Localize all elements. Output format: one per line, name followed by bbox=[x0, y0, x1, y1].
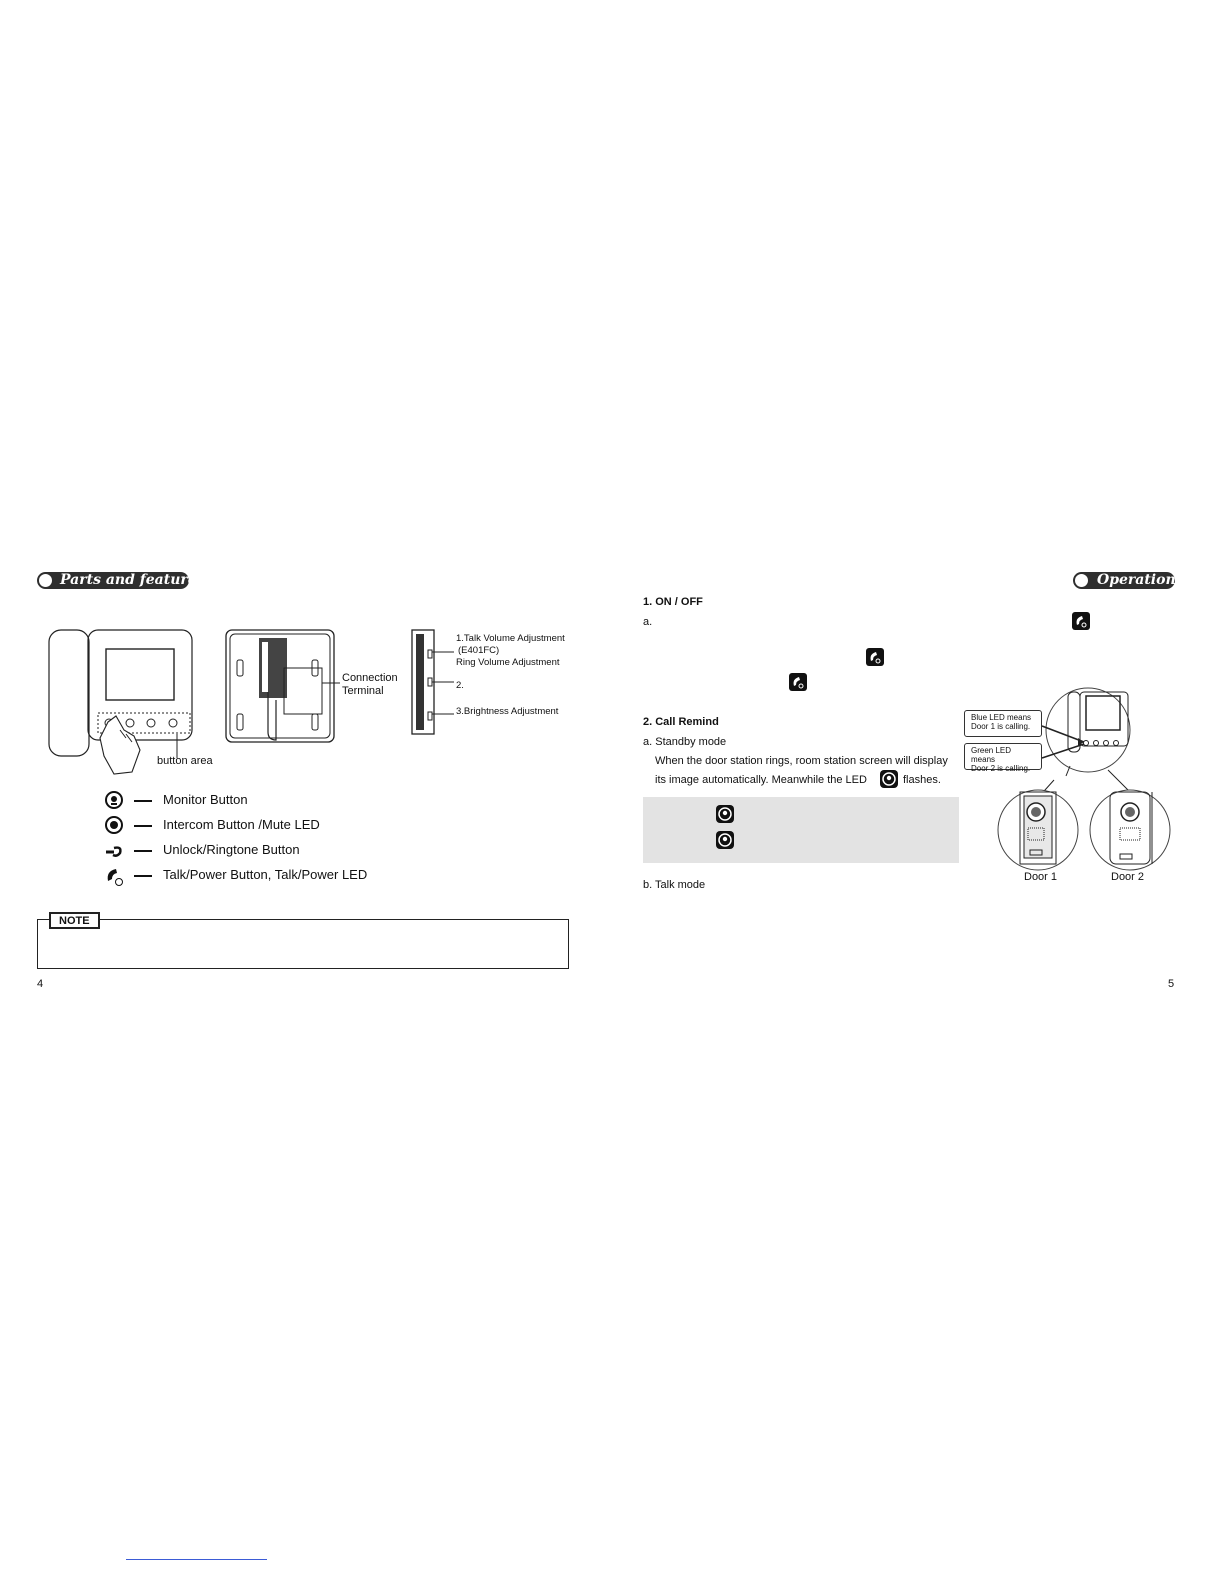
monitor-icon bbox=[716, 831, 734, 849]
talk-power-icon bbox=[104, 865, 126, 887]
page-number-right: 5 bbox=[1168, 978, 1175, 990]
section-title-operation: Operation bbox=[1073, 572, 1175, 589]
item-a: a. bbox=[643, 616, 653, 628]
shaded-note bbox=[643, 797, 959, 863]
side-callout-2: 2. bbox=[456, 680, 464, 691]
button-area-label: button area bbox=[157, 755, 213, 767]
blue-led-callout: Blue LED means Door 1 is calling. bbox=[964, 710, 1042, 737]
heading-on-off: 1. ON / OFF bbox=[643, 596, 703, 608]
side-callout-3: 3.Brightness Adjustment bbox=[456, 706, 559, 717]
standby-mode-label: a. Standby mode bbox=[643, 736, 727, 748]
footer-link-underline[interactable] bbox=[126, 1559, 267, 1560]
talk-power-icon bbox=[789, 673, 807, 691]
talk-power-icon bbox=[866, 648, 884, 666]
door2-label: Door 2 bbox=[1111, 871, 1145, 883]
standby-paragraph-line2a: its image automatically. Meanwhile the LED bbox=[655, 774, 867, 786]
heading-call-remind: 2. Call Remind bbox=[643, 716, 719, 728]
monitor-icon bbox=[716, 805, 734, 823]
monitor-icon bbox=[104, 790, 124, 810]
side-callout-1b: (E401FC) bbox=[458, 645, 500, 656]
side-callout-1: 1.Talk Volume Adjustment bbox=[456, 633, 565, 644]
door1-label: Door 1 bbox=[1024, 871, 1058, 883]
page-number-left: 4 bbox=[37, 978, 44, 990]
callout-arrows bbox=[1040, 718, 1090, 766]
talk-mode-label: b. Talk mode bbox=[643, 879, 706, 891]
unlock-icon bbox=[104, 840, 124, 860]
side-callout-1c: Ring Volume Adjustment bbox=[456, 657, 560, 668]
connection-label-1: Connection bbox=[342, 672, 398, 684]
monitor-front-diagram bbox=[46, 626, 206, 776]
monitor-icon bbox=[880, 770, 898, 788]
monitor-side-diagram bbox=[410, 628, 458, 736]
connection-label-2: Terminal bbox=[342, 685, 384, 697]
note-box bbox=[37, 919, 569, 969]
standby-paragraph-line1: When the door station rings, room station screen will display bbox=[655, 755, 948, 767]
talk-power-icon bbox=[1072, 612, 1090, 630]
standby-paragraph-line2b: flashes. bbox=[903, 774, 941, 786]
intercom-icon bbox=[104, 815, 124, 835]
section-title-parts: Parts and features bbox=[37, 572, 189, 589]
green-led-callout: Green LED means Door 2 is calling. bbox=[964, 743, 1042, 770]
note-label: NOTE bbox=[49, 912, 100, 929]
